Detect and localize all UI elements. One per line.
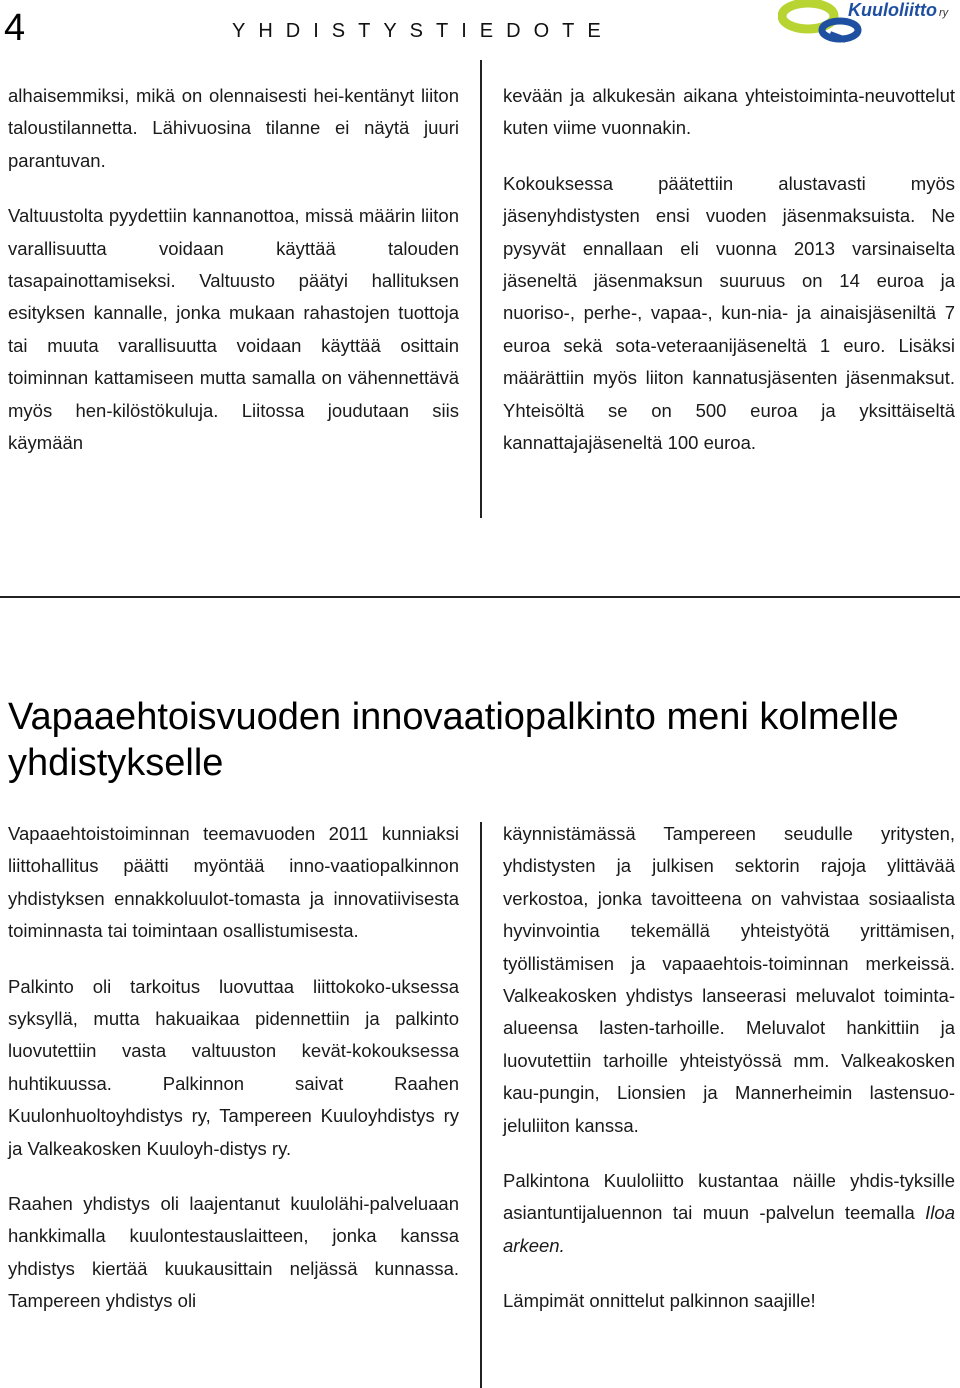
paragraph: Kokouksessa päätettiin alustavasti myös jäsenyhdistysten ensi vuoden jäsenmaksuista. Ne pysyvät ennallaan eli vuonna 2013 varsinaiselta jäseneltä jäsenmaksun suuruus on 14 euroa ja nuoriso-, perhe-, vapaa-, kun-nia- ja ainaisjäseniltä 7 euroa sekä sota-veteraanijäseneltä 1 euro. Lisäksi määrättiin myös liiton kannatusjäsenten jäsenmaksut. Yhteisöltä se on 500 euroa ja yksittäiseltä kannattajajäseneltä 100 euroa. [503,172,955,454]
paragraph: Raahen yhdistys oli laajentanut kuulolähi-palveluaan hankkimalla kuulontestauslaitteen, jonka kanssa yhdistys kiertää kuukausittain neljässä kunnassa. Tampereen yhdistys oli [8,1193,459,1312]
award-theme: Iloa arkeen. [503,1202,955,1256]
article-right-column [503,818,955,1341]
running-title: YHDISTYSTIEDOTE [232,20,614,42]
logo-name: Kuuloliitto [848,0,937,20]
paragraph: kevään ja alkukesän aikana yhteistoiminta-neuvottelut kuten viime vuonnakin. [503,85,955,139]
award-text: Palkintona Kuuloliitto kustantaa näille yhdis-tyksille asiantuntijaluennon tai muun -palvelun teemalla [503,1170,955,1224]
section-divider [0,596,960,598]
paragraph: Palkinto oli tarkoitus luovuttaa liittokoko-uksessa syksyllä, mutta hakuaikaa pidennettiin ja palkinto luovutettiin vasta valtuuston kevät-kokouksessa huhtikuussa. Palkinnon saivat Raahen Kuulonhuoltoyhdistys ry, Tampereen Kuuloyhdistys ry ja Valkeakosken Kuuloyh-distys ry. [8,975,459,1159]
logo-wordmark [848,0,948,21]
award-paragraph [503,1165,955,1262]
paragraph: käynnistämässä Tampereen seudulle yritysten, yhdistysten ja julkisen sektorin rajoja ylittävää verkostoa, jonka tavoitteena on vahvistaa sosiaalista hyvinvointia tekemällä yhteistyötä yrittämisen, työllistämisen ja vapaaehtois-toiminnan merkeissä. Valkeakosken yhdistys lanseerasi meluvalot toiminta-alueensa lasten-tarhoille. Meluvalot hankittiin ja luovutettiin tarhoille yhteistyössä mm. Valkeakosken kau-pungin, Lionsien ja Mannerheimin lastensuo-jeluliiton kanssa. [503,823,955,1136]
top-left-column [8,80,459,482]
paragraph: alhaisemmiksi, mikä on olennaisesti hei-kentänyt liiton taloustilannetta. Lähivuosina tilanne ei näytä juuri parantuvan. [8,85,459,171]
column-divider [480,60,482,518]
page-number: 4 [4,7,26,49]
congratulations: Lämpimät onnittelut palkinnon saajille! [503,1290,816,1312]
paragraph: Vapaaehtoistoiminnan teemavuoden 2011 kunniaksi liittohallitus päätti myöntää inno-vaatiopalkinnon yhdistyksen ennakkoluulot-tomasta ja innovatiivisesta toiminnasta tai toimintaan osallistumisesta. [8,823,459,942]
article-title: Vapaaehtoisvuoden innovaatiopalkinto meni kolmelle yhdistykselle [8,696,899,784]
logo-suffix: ry [938,7,949,19]
column-divider [480,822,482,1388]
top-right-column [503,80,955,482]
article-left-column [8,818,459,1341]
paragraph: Valtuustolta pyydettiin kannanottoa, missä määrin liiton varallisuutta voidaan käyttää talouden tasapainottamiseksi. Valtuusto päätyi hallituksen esityksen kannalle, jonka mukaan rahastojen tuottoja tai muuta varallisuutta voidaan käyttää osittain toiminnan kattamiseen mutta samalla on vähennettävä myös hen-kilöstökuluja. Liitossa joudutaan siis käymään [8,205,459,454]
